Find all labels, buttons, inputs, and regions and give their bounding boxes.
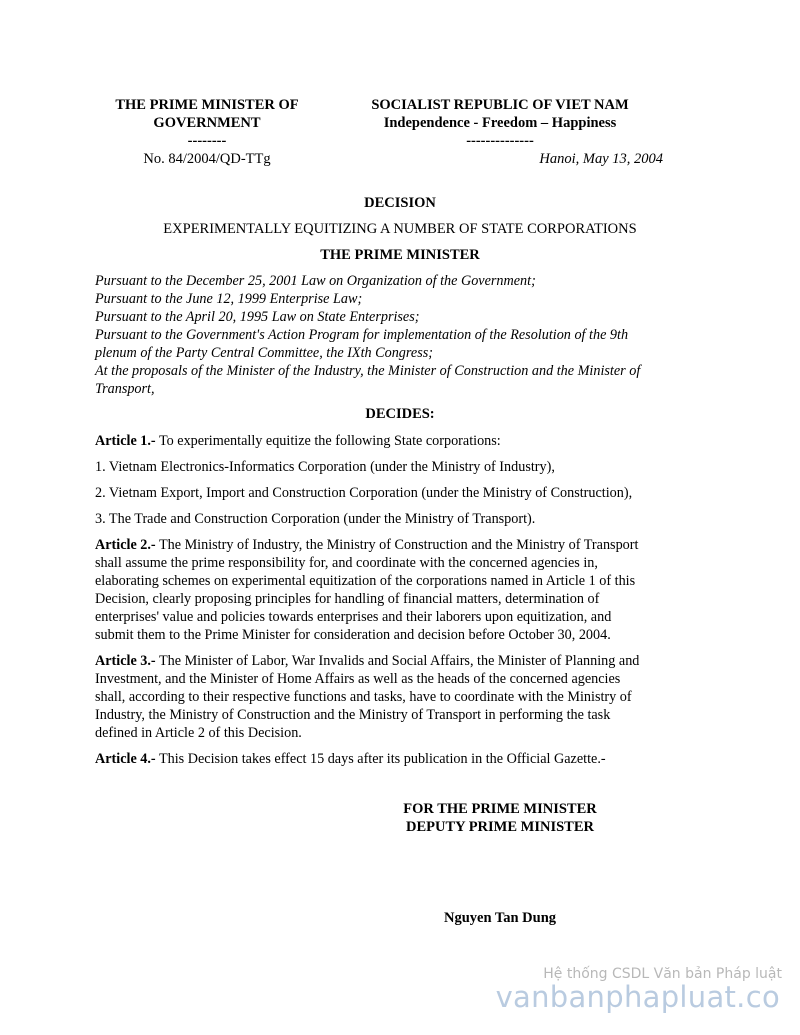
preamble-line: plenum of the Party Central Committee, the IXth Congress; bbox=[95, 345, 433, 361]
signature-title-line1: FOR THE PRIME MINISTER bbox=[403, 801, 597, 817]
issuer-block bbox=[95, 96, 319, 150]
preamble-line: Transport, bbox=[95, 381, 155, 397]
issue-date: Hanoi, May 13, 2004 bbox=[539, 151, 663, 167]
article-1-text: To experimentally equitize the following State corporations: bbox=[155, 433, 501, 449]
article-2-label: Article 2.- bbox=[95, 537, 156, 553]
article-1-item: 1. Vietnam Electronics-Informatics Corporation (under the Ministry of Industry), bbox=[95, 459, 555, 475]
article-4 bbox=[95, 750, 707, 768]
document-subject: EXPERIMENTALLY EQUITIZING A NUMBER OF STATE CORPORATIONS bbox=[163, 221, 637, 237]
article-3-line: shall, according to their respective functions and tasks, have to coordinate with the Ministry of bbox=[95, 689, 632, 705]
article-1-label: Article 1.- bbox=[95, 433, 156, 449]
article-3 bbox=[95, 652, 707, 742]
preamble-line: At the proposals of the Minister of the Industry, the Minister of Construction and the Minister of bbox=[95, 363, 641, 379]
signatory-name: Nguyen Tan Dung bbox=[443, 910, 557, 926]
preamble-line: Pursuant to the December 25, 2001 Law on Organization of the Government; bbox=[95, 273, 536, 289]
watermark-caption: Hệ thống CSDL Văn bản Pháp luật bbox=[543, 966, 782, 982]
article-3-first-line: The Minister of Labor, War Invalids and Social Affairs, the Minister of Planning and bbox=[155, 653, 640, 669]
article-3-line: Investment, and the Minister of Home Affairs as well as the heads of the concerned agencies bbox=[95, 671, 621, 687]
article-2-line: Decision, clearly proposing principles for handling of financial matters, determination of bbox=[95, 591, 600, 607]
national-motto-block bbox=[335, 96, 665, 150]
article-2-line: enterprises' value and policies towards enterprises and their laborers upon equitization, and bbox=[95, 609, 612, 625]
country-name: SOCIALIST REPUBLIC OF VIET NAM bbox=[371, 97, 629, 113]
signature-block bbox=[360, 800, 640, 836]
watermark-domain: vanbanphapluat.co bbox=[495, 980, 780, 1014]
article-1 bbox=[95, 432, 707, 450]
article-1-item: 2. Vietnam Export, Import and Construction Corporation (under the Ministry of Construction), bbox=[95, 485, 633, 501]
article-2-line: shall assume the prime responsibility for, and coordinate with the concerned agencies in, bbox=[95, 555, 598, 571]
preamble-line: Pursuant to the Government's Action Program for implementation of the Resolution of the 9th bbox=[95, 327, 629, 343]
article-2-first-line: The Ministry of Industry, the Ministry of Construction and the Ministry of Transport bbox=[155, 537, 639, 553]
article-3-line: defined in Article 2 of this Decision. bbox=[95, 725, 302, 741]
preamble bbox=[95, 272, 707, 398]
article-3-label: Article 3.- bbox=[95, 653, 156, 669]
article-2 bbox=[95, 536, 707, 644]
article-4-text: This Decision takes effect 15 days after its publication in the Official Gazette.- bbox=[155, 751, 606, 767]
article-4-label: Article 4.- bbox=[95, 751, 156, 767]
issuer-line1: THE PRIME MINISTER OF bbox=[115, 97, 299, 113]
document-type: DECISION bbox=[364, 195, 436, 211]
article-1-item: 3. The Trade and Construction Corporation (under the Ministry of Transport). bbox=[95, 511, 536, 527]
signature-title-line2: DEPUTY PRIME MINISTER bbox=[406, 819, 594, 835]
motto-divider: -------------- bbox=[466, 133, 534, 149]
article-2-line: elaborating schemes on experimental equitization of the corporations named in Article 1 of this bbox=[95, 573, 636, 589]
document-number: No. 84/2004/QD-TTg bbox=[143, 151, 271, 167]
issuing-authority: THE PRIME MINISTER bbox=[320, 247, 480, 263]
issuer-line2: GOVERNMENT bbox=[153, 115, 261, 131]
issuer-divider: -------- bbox=[187, 133, 227, 149]
motto: Independence - Freedom – Happiness bbox=[383, 115, 617, 131]
article-2-line: submit them to the Prime Minister for consideration and decision before October 30, 2004. bbox=[95, 627, 611, 643]
preamble-line: Pursuant to the June 12, 1999 Enterprise Law; bbox=[95, 291, 363, 307]
article-3-line: Industry, the Ministry of Construction and the Ministry of Transport in performing the task bbox=[95, 707, 611, 723]
preamble-line: Pursuant to the April 20, 1995 Law on State Enterprises; bbox=[95, 309, 420, 325]
decides-heading: DECIDES: bbox=[365, 406, 435, 422]
